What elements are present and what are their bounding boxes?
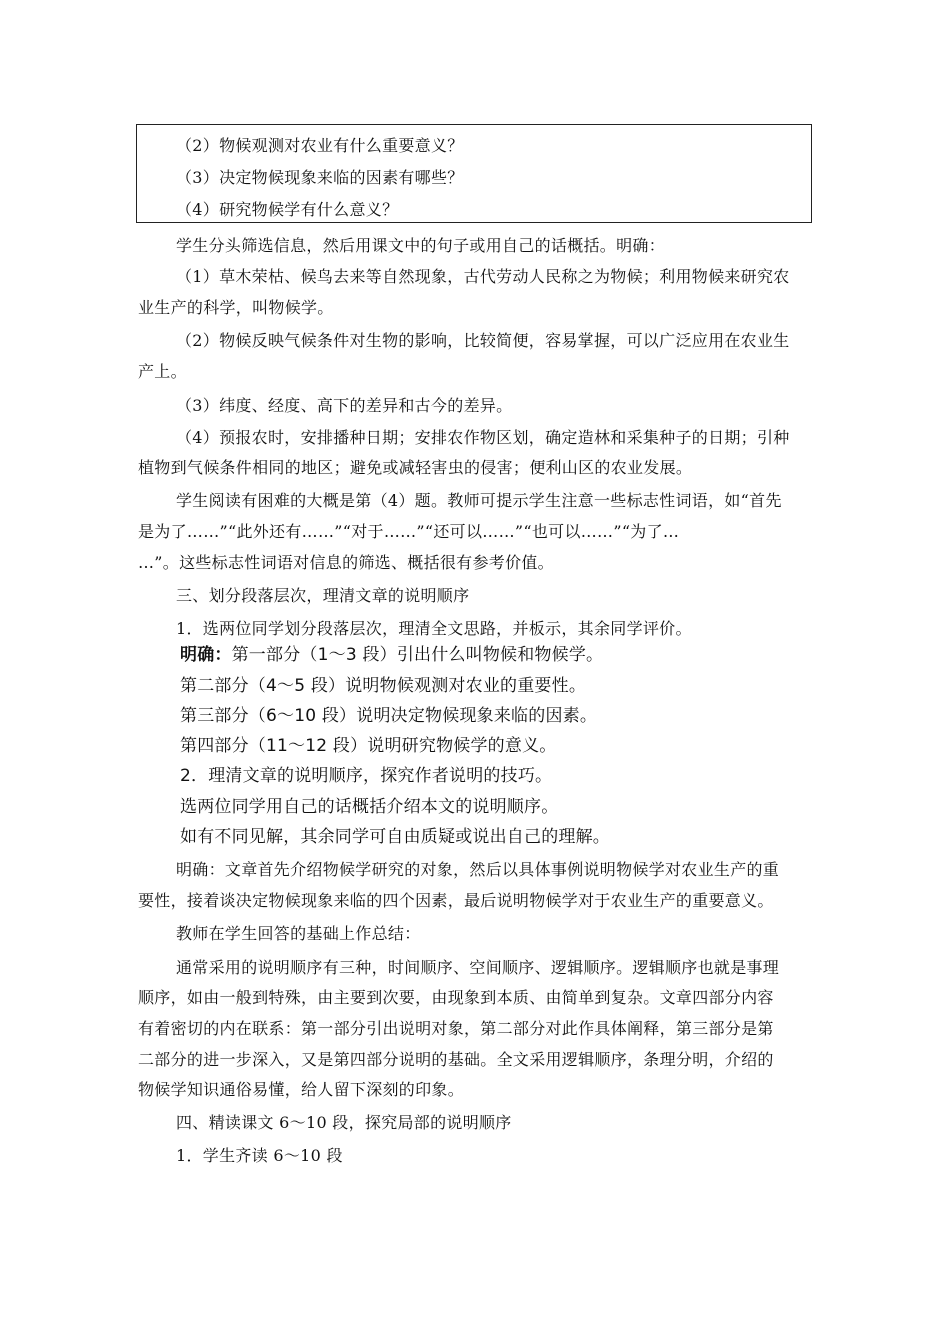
part-1 xyxy=(180,645,603,665)
summary-line-1: 通常采用的说明顺序有三种，时间顺序、空间顺序、逻辑顺序。逻辑顺序也就是事理 xyxy=(176,958,780,977)
part-1-text: 第一部分（1～3 段）引出什么叫物候和物候学。 xyxy=(231,645,604,665)
step-2-a: 选两位同学用自己的话概括介绍本文的说明顺序。 xyxy=(180,797,559,817)
summary-line-4: 二部分的进一步深入，又是第四部分说明的基础。全文采用逻辑顺序，条理分明，介绍的 xyxy=(138,1050,774,1069)
part-4: 第四部分（11～12 段）说明研究物候学的意义。 xyxy=(180,736,557,756)
tip-line-2: 是为了……”“此外还有……”“对于……”“还可以……”“也可以……”“为了… xyxy=(138,522,680,541)
step-2-b: 如有不同见解，其余同学可自由质疑或说出自己的理解。 xyxy=(180,827,610,847)
question-2: （2）物候观测对农业有什么重要意义？ xyxy=(176,136,464,155)
answer-order-line-1: 明确：文章首先介绍物候学研究的对象，然后以具体事例说明物候学对农业生产的重 xyxy=(176,860,780,879)
intro-paragraph: 学生分头筛选信息，然后用课文中的句子或用自己的话概括。明确： xyxy=(176,236,666,255)
answer-order-line-2: 要性，接着谈决定物候现象来临的四个因素，最后说明物候学对于农业生产的重要意义。 xyxy=(138,891,774,910)
answer-4-line-2: 植物到气候条件相同的地区；避免或减轻害虫的侵害；便利山区的农业发展。 xyxy=(138,458,693,477)
answer-2-line-2: 产上。 xyxy=(138,362,187,381)
answer-2-line-1: （2）物候反映气候条件对生物的影响，比较简便，容易掌握，可以广泛应用在农业生 xyxy=(176,331,790,350)
summary-intro: 教师在学生回答的基础上作总结： xyxy=(176,924,421,943)
answer-1-line-2: 业生产的科学，叫物候学。 xyxy=(138,298,334,317)
step-1: 1．选两位同学划分段落层次，理清全文思路，并板示，其余同学评价。 xyxy=(176,619,692,638)
answer-4-line-1: （4）预报农时，安排播种日期；安排农作物区划，确定造林和采集种子的日期；引种 xyxy=(176,428,790,447)
answer-3: （3）纬度、经度、高下的差异和古今的差异。 xyxy=(176,396,513,415)
tip-line-3: …”。这些标志性词语对信息的筛选、概括很有参考价值。 xyxy=(138,553,554,572)
answer-1-line-1: （1）草木荣枯、候鸟去来等自然现象，古代劳动人民称之为物候；利用物候来研究农 xyxy=(176,267,790,286)
question-4: （4）研究物候学有什么意义？ xyxy=(176,200,399,219)
summary-line-5: 物候学知识通俗易懂，给人留下深刻的印象。 xyxy=(138,1080,465,1099)
part-1-label: 明确： xyxy=(180,645,232,665)
summary-line-3: 有着密切的内在联系：第一部分引出说明对象，第二部分对此作具体阐释，第三部分是第 xyxy=(138,1019,774,1038)
summary-line-2: 顺序，如由一般到特殊，由主要到次要，由现象到本质、由简单到复杂。文章四部分内容 xyxy=(138,988,774,1007)
section-3-heading: 三、划分段落层次，理清文章的说明顺序 xyxy=(176,586,470,605)
tip-line-1: 学生阅读有困难的大概是第（4）题。教师可提示学生注意一些标志性词语，如“首先 xyxy=(176,491,782,510)
section-4-step-1: 1．学生齐读 6～10 段 xyxy=(176,1146,343,1165)
part-2: 第二部分（4～5 段）说明物候观测对农业的重要性。 xyxy=(180,676,587,696)
section-4-heading: 四、精读课文 6～10 段，探究局部的说明顺序 xyxy=(176,1113,512,1132)
step-2: 2．理清文章的说明顺序，探究作者说明的技巧。 xyxy=(180,766,553,786)
question-3: （3）决定物候现象来临的因素有哪些？ xyxy=(176,168,464,187)
part-3: 第三部分（6～10 段）说明决定物候现象来临的因素。 xyxy=(180,706,598,726)
